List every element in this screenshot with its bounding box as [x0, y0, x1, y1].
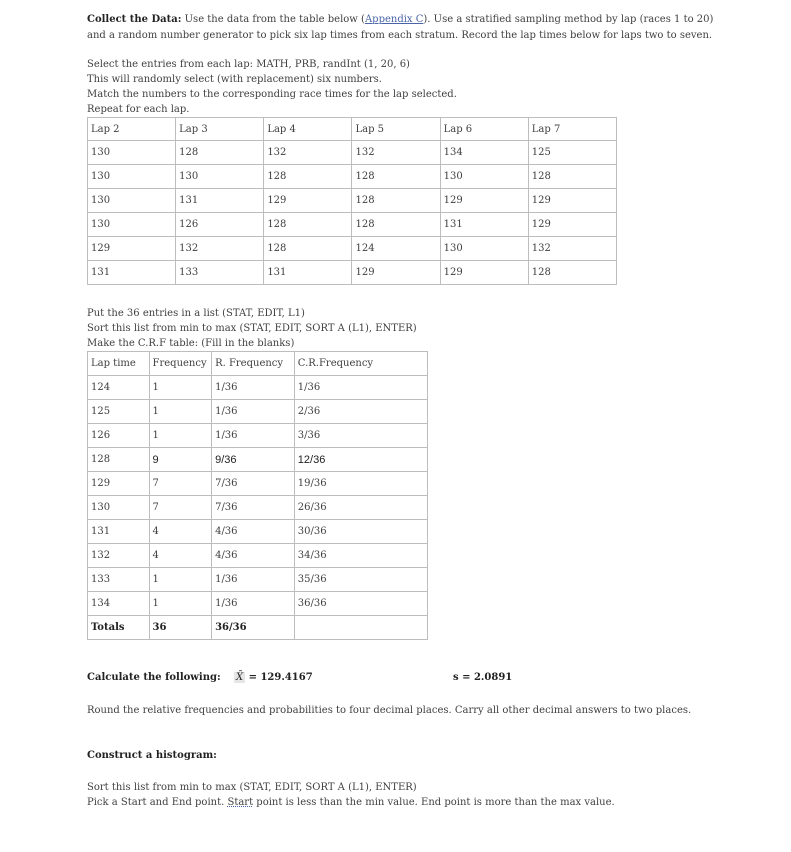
crf-header: Frequency	[149, 352, 212, 376]
appendix-c-link[interactable]: Appendix C	[364, 14, 424, 25]
intro-paragraph	[87, 12, 727, 44]
crf-cell-filled[interactable]: 12/36	[294, 448, 427, 472]
table-row	[88, 544, 428, 568]
crf-cell[interactable]: 1	[149, 400, 212, 424]
crf-cell[interactable]: 1/36	[212, 424, 295, 448]
crf-cell[interactable]: 1/36	[212, 400, 295, 424]
table-row	[88, 448, 428, 472]
lap-cell[interactable]: 130	[88, 165, 176, 189]
std-dev-answer[interactable]: s = 2.0891	[453, 672, 513, 683]
lap-cell[interactable]: 128	[528, 261, 616, 285]
instruction-text: Pick a Start and End point.	[87, 797, 228, 808]
crf-cell[interactable]: 134	[88, 592, 150, 616]
lap-header: Lap 3	[176, 118, 264, 141]
crf-cell[interactable]: 1/36	[212, 568, 295, 592]
histogram-heading: Construct a histogram:	[87, 750, 217, 761]
crf-cell[interactable]: 130	[88, 496, 150, 520]
crf-cell[interactable]: 19/36	[294, 472, 427, 496]
lap-cell[interactable]: 132	[528, 237, 616, 261]
lap-cell[interactable]: 129	[352, 261, 440, 285]
lap-cell[interactable]: 130	[88, 141, 176, 165]
lap-cell[interactable]: 132	[352, 141, 440, 165]
lap-table-header-row	[88, 118, 617, 141]
crf-instructions	[87, 306, 727, 351]
lap-cell[interactable]: 131	[88, 261, 176, 285]
intro-text-1: Use the data from the table below (	[181, 14, 365, 25]
crf-header-row	[88, 352, 428, 376]
crf-cell[interactable]: 4	[149, 520, 212, 544]
rounding-note: Round the relative frequencies and probabilities to four decimal places. Carry all other decimal answers to two places.	[87, 705, 692, 716]
table-row	[88, 496, 428, 520]
crf-cell[interactable]: 125	[88, 400, 150, 424]
lap-cell[interactable]: 132	[176, 237, 264, 261]
table-row	[88, 400, 428, 424]
table-row	[88, 261, 617, 285]
table-row	[88, 376, 428, 400]
lap-cell[interactable]: 128	[264, 213, 352, 237]
lap-cell[interactable]: 129	[440, 261, 528, 285]
instruction-line: Repeat for each lap.	[87, 104, 190, 115]
lap-cell[interactable]: 131	[440, 213, 528, 237]
crf-cell[interactable]: 1/36	[294, 376, 427, 400]
crf-cell[interactable]: 1/36	[212, 376, 295, 400]
crf-cell[interactable]: 30/36	[294, 520, 427, 544]
histogram-instructions	[87, 780, 615, 810]
lap-cell[interactable]: 129	[440, 189, 528, 213]
table-row	[88, 165, 617, 189]
instruction-line: Make the C.R.F table: (Fill in the blanks)	[87, 338, 295, 349]
table-row	[88, 520, 428, 544]
crf-cell[interactable]: 34/36	[294, 544, 427, 568]
lap-cell[interactable]: 130	[440, 165, 528, 189]
lap-header: Lap 5	[352, 118, 440, 141]
calculate-section	[87, 672, 727, 688]
crf-cell[interactable]: 7	[149, 496, 212, 520]
crf-cell[interactable]: 126	[88, 424, 150, 448]
crf-cell[interactable]: 128	[88, 448, 150, 472]
lap-cell[interactable]: 130	[440, 237, 528, 261]
lap-header: Lap 6	[440, 118, 528, 141]
lap-cell[interactable]: 126	[176, 213, 264, 237]
intro-heading: Collect the Data:	[87, 14, 182, 25]
instruction-line: Sort this list from min to max (STAT, EDIT, SORT A (L1), ENTER)	[87, 782, 417, 793]
lap-cell[interactable]: 128	[352, 165, 440, 189]
crf-cell[interactable]: 7	[149, 472, 212, 496]
lap-times-table	[87, 117, 617, 285]
crf-cell[interactable]: 7/36	[212, 496, 295, 520]
lap-cell[interactable]: 128	[528, 165, 616, 189]
lap-header: Lap 4	[264, 118, 352, 141]
table-row	[88, 592, 428, 616]
crf-cell[interactable]: 35/36	[294, 568, 427, 592]
xbar-symbol: X̄	[236, 672, 244, 683]
table-row	[88, 237, 617, 261]
lap-cell[interactable]: 128	[264, 165, 352, 189]
crf-cell-filled[interactable]: 9/36	[212, 448, 295, 472]
crf-cell[interactable]: 131	[88, 520, 150, 544]
lap-header: Lap 2	[88, 118, 176, 141]
lap-cell[interactable]: 134	[440, 141, 528, 165]
mean-value: = 129.4167	[248, 672, 313, 683]
crf-cell-filled[interactable]: 9	[149, 448, 212, 472]
crf-cell[interactable]: 1	[149, 424, 212, 448]
crf-cell[interactable]: 129	[88, 472, 150, 496]
instruction-text: point is less than the min value. End point is more than the max value.	[253, 797, 615, 808]
table-row	[88, 424, 428, 448]
table-row	[88, 472, 428, 496]
lap-cell[interactable]: 124	[352, 237, 440, 261]
crf-header: C.R.Frequency	[294, 352, 427, 376]
crf-cell[interactable]: 36/36	[294, 592, 427, 616]
worksheet	[87, 12, 727, 640]
crf-cell[interactable]: 4/36	[212, 544, 295, 568]
spellcheck-word[interactable]: Start	[227, 797, 254, 808]
lap-cell[interactable]: 129	[528, 189, 616, 213]
crf-cell[interactable]: 124	[88, 376, 150, 400]
crf-header: R. Frequency	[212, 352, 295, 376]
crf-header: Lap time	[88, 352, 150, 376]
totals-crf[interactable]	[294, 616, 427, 640]
lap-cell[interactable]: 128	[264, 237, 352, 261]
totals-rel-frequency[interactable]: 36/36	[212, 616, 295, 640]
sampling-instructions	[87, 57, 727, 117]
lap-cell[interactable]: 130	[176, 165, 264, 189]
lap-cell[interactable]: 128	[352, 213, 440, 237]
instruction-line	[87, 795, 615, 810]
crf-cell[interactable]: 4	[149, 544, 212, 568]
table-row	[88, 189, 617, 213]
lap-cell[interactable]: 128	[176, 141, 264, 165]
crf-cell[interactable]: 1/36	[212, 592, 295, 616]
lap-header: Lap 7	[528, 118, 616, 141]
calculate-label: Calculate the following:	[87, 672, 221, 683]
instruction-line: This will randomly select (with replacement) six numbers.	[87, 74, 382, 85]
instruction-line: Sort this list from min to max (STAT, EDIT, SORT A (L1), ENTER)	[87, 323, 417, 334]
instruction-line: Select the entries from each lap: MATH, PRB, randInt (1, 20, 6)	[87, 59, 410, 70]
totals-label: Totals	[88, 616, 150, 640]
lap-cell[interactable]: 132	[264, 141, 352, 165]
crf-cell[interactable]: 4/36	[212, 520, 295, 544]
lap-cell[interactable]: 133	[176, 261, 264, 285]
crf-cell[interactable]: 7/36	[212, 472, 295, 496]
lap-cell[interactable]: 129	[88, 237, 176, 261]
instruction-line: Match the numbers to the corresponding race times for the lap selected.	[87, 89, 457, 100]
crf-table	[87, 351, 428, 640]
table-row	[88, 213, 617, 237]
lap-cell[interactable]: 129	[264, 189, 352, 213]
lap-cell[interactable]: 129	[528, 213, 616, 237]
crf-cell[interactable]: 1	[149, 592, 212, 616]
crf-cell[interactable]: 1	[149, 376, 212, 400]
crf-cell[interactable]: 3/36	[294, 424, 427, 448]
table-row	[88, 141, 617, 165]
lap-cell[interactable]: 130	[88, 213, 176, 237]
totals-row	[88, 616, 428, 640]
totals-frequency[interactable]: 36	[149, 616, 212, 640]
instruction-line: Put the 36 entries in a list (STAT, EDIT, L1)	[87, 308, 305, 319]
lap-cell[interactable]: 131	[264, 261, 352, 285]
lap-cell[interactable]: 128	[352, 189, 440, 213]
mean-answer[interactable]	[234, 672, 313, 683]
crf-cell[interactable]: 132	[88, 544, 150, 568]
lap-cell[interactable]: 125	[528, 141, 616, 165]
crf-cell[interactable]: 1	[149, 568, 212, 592]
lap-cell[interactable]: 130	[88, 189, 176, 213]
crf-cell[interactable]: 26/36	[294, 496, 427, 520]
crf-cell[interactable]: 2/36	[294, 400, 427, 424]
table-row	[88, 568, 428, 592]
crf-cell[interactable]: 133	[88, 568, 150, 592]
lap-cell[interactable]: 131	[176, 189, 264, 213]
intro-text-2: ). Use a stratified sampling method by lap (races 1 to 20) and a random number generator to pick six lap times from each stratum. Record the lap times below for laps two to seven.	[87, 14, 714, 41]
